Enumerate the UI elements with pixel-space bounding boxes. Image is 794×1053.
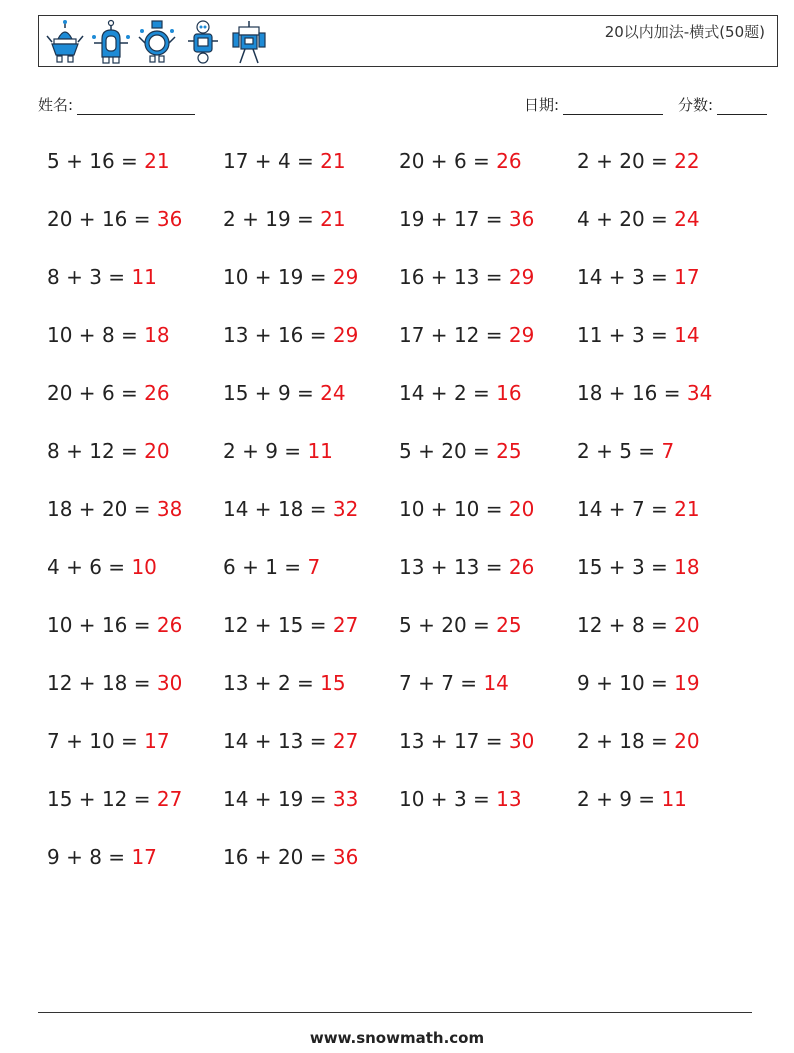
addend-b: 5 [619,439,632,463]
problem-item: 15 + 12 = 27 [47,787,183,811]
answer: 29 [332,323,359,347]
problem-item: 6 + 1 = 7 [223,555,321,579]
addend-b: 16 [101,613,128,637]
addend-a: 17 [223,149,249,173]
addend-b: 18 [277,497,304,521]
addend-b: 9 [277,381,291,405]
answer: 36 [332,845,359,869]
addend-a: 10 [223,265,249,289]
answer: 20 [674,613,700,637]
addend-b: 6 [89,555,102,579]
answer: 19 [674,671,700,695]
addend-a: 15 [577,555,603,579]
header-box [38,15,778,67]
addend-b: 12 [453,323,480,347]
addend-a: 2 [223,207,236,231]
answer: 17 [131,845,157,869]
worksheet-title: 20以内加法-横式(50题) [604,23,765,41]
problem-item: 2 + 19 = 21 [223,207,346,231]
answer: 17 [144,729,170,753]
addend-a: 8 [47,439,60,463]
problem-item: 9 + 8 = 17 [47,845,157,869]
problem-item: 15 + 9 = 24 [223,381,346,405]
addend-a: 2 [577,439,590,463]
robot-icon-5 [229,19,269,65]
problem-item: 16 + 20 = 36 [223,845,359,869]
addend-a: 5 [399,439,412,463]
addend-b: 16 [89,149,115,173]
addend-b: 8 [631,613,645,637]
answer: 27 [332,613,359,637]
problem-item: 5 + 16 = 21 [47,149,170,173]
addend-b: 9 [619,787,632,811]
addend-a: 6 [223,555,236,579]
answer: 20 [144,439,170,463]
addend-a: 13 [223,323,249,347]
addend-b: 10 [453,497,480,521]
problem-item: 2 + 20 = 22 [577,149,700,173]
problem-item: 19 + 17 = 36 [399,207,535,231]
addend-a: 11 [577,323,603,347]
answer: 26 [156,613,183,637]
answer: 30 [508,729,535,753]
problem-item: 10 + 16 = 26 [47,613,183,637]
addend-a: 7 [399,671,412,695]
addend-b: 6 [453,149,467,173]
addend-a: 12 [223,613,249,637]
answer: 32 [332,497,359,521]
addend-a: 10 [47,613,73,637]
addend-a: 18 [47,497,73,521]
problem-item: 7 + 10 = 17 [47,729,170,753]
addend-b: 3 [453,787,467,811]
addend-b: 12 [101,787,128,811]
robot-icon-2 [91,19,131,65]
addend-b: 19 [265,207,291,231]
addend-b: 20 [619,149,645,173]
addend-b: 7 [441,671,454,695]
problem-item: 14 + 13 = 27 [223,729,359,753]
answer: 33 [332,787,359,811]
addend-b: 18 [101,671,128,695]
addend-b: 17 [453,207,480,231]
addend-a: 10 [399,787,425,811]
addend-b: 20 [277,845,304,869]
addend-a: 13 [399,555,425,579]
problem-item: 2 + 5 = 7 [577,439,675,463]
problem-item: 2 + 9 = 11 [223,439,333,463]
addend-b: 1 [265,555,278,579]
answer: 13 [496,787,522,811]
answer: 11 [307,439,333,463]
answer: 26 [508,555,535,579]
answer: 36 [156,207,183,231]
answer: 34 [686,381,713,405]
date-label: 日期: [524,96,560,114]
answer: 20 [674,729,700,753]
problem-item: 8 + 12 = 20 [47,439,170,463]
problem-item: 17 + 12 = 29 [399,323,535,347]
problem-item: 4 + 20 = 24 [577,207,700,231]
answer: 24 [674,207,700,231]
addend-b: 12 [89,439,115,463]
answer: 11 [661,787,687,811]
addend-b: 13 [453,265,480,289]
problem-item: 13 + 2 = 15 [223,671,346,695]
problem-item: 12 + 8 = 20 [577,613,700,637]
addend-a: 16 [399,265,425,289]
addend-a: 18 [577,381,603,405]
addend-b: 8 [101,323,115,347]
addend-a: 2 [223,439,236,463]
addend-b: 20 [441,613,467,637]
addend-b: 19 [277,787,304,811]
problem-item: 14 + 18 = 32 [223,497,359,521]
answer: 7 [307,555,321,579]
addend-a: 13 [223,671,249,695]
problem-item: 13 + 17 = 30 [399,729,535,753]
addend-a: 2 [577,729,590,753]
addend-b: 6 [101,381,115,405]
addend-a: 16 [223,845,249,869]
score-field[interactable] [678,94,767,115]
addend-a: 7 [47,729,60,753]
problem-item: 16 + 13 = 29 [399,265,535,289]
addend-a: 5 [47,149,60,173]
problem-item: 15 + 3 = 18 [577,555,700,579]
problem-item: 20 + 16 = 36 [47,207,183,231]
answer: 17 [674,265,700,289]
addend-b: 8 [89,845,102,869]
addend-b: 17 [453,729,480,753]
addend-b: 4 [277,149,291,173]
answer: 14 [674,323,700,347]
problem-item: 7 + 7 = 14 [399,671,509,695]
addend-a: 13 [399,729,425,753]
problem-item: 2 + 18 = 20 [577,729,700,753]
addend-a: 10 [399,497,425,521]
addend-b: 15 [277,613,304,637]
addend-a: 10 [47,323,73,347]
answer: 18 [674,555,700,579]
problem-grid [47,145,767,899]
addend-a: 4 [577,207,590,231]
problem-item: 2 + 9 = 11 [577,787,687,811]
addend-b: 2 [277,671,291,695]
problem-item: 14 + 2 = 16 [399,381,522,405]
problem-item: 18 + 16 = 34 [577,381,713,405]
addend-b: 3 [631,555,645,579]
addend-a: 9 [577,671,590,695]
addend-a: 19 [399,207,425,231]
problem-item: 13 + 16 = 29 [223,323,359,347]
addend-a: 2 [577,787,590,811]
addend-b: 13 [453,555,480,579]
footer-url[interactable]: www.snowmath.com [309,1029,485,1047]
answer: 27 [332,729,359,753]
problem-item: 10 + 10 = 20 [399,497,535,521]
answer: 25 [496,613,522,637]
robot-icons [45,19,269,65]
addend-b: 16 [277,323,304,347]
problem-item: 14 + 7 = 21 [577,497,700,521]
addend-b: 18 [619,729,645,753]
answer: 22 [674,149,700,173]
addend-a: 4 [47,555,60,579]
problem-item: 14 + 3 = 17 [577,265,700,289]
addend-a: 15 [223,381,249,405]
addend-b: 10 [619,671,645,695]
addend-b: 16 [631,381,658,405]
addend-b: 3 [631,323,645,347]
addend-b: 20 [619,207,645,231]
problem-item: 10 + 8 = 18 [47,323,170,347]
answer: 36 [508,207,535,231]
footer-divider [38,1012,752,1013]
addend-b: 20 [441,439,467,463]
addend-b: 16 [101,207,128,231]
addend-a: 8 [47,265,60,289]
problem-item: 8 + 3 = 11 [47,265,157,289]
addend-a: 12 [577,613,603,637]
addend-b: 2 [453,381,467,405]
addend-b: 20 [101,497,128,521]
problem-item: 18 + 20 = 38 [47,497,183,521]
answer: 26 [144,381,170,405]
problem-item: 11 + 3 = 14 [577,323,700,347]
answer: 38 [156,497,183,521]
answer: 27 [156,787,183,811]
addend-b: 3 [89,265,102,289]
addend-a: 14 [223,729,249,753]
date-line[interactable] [563,100,663,115]
problem-item: 20 + 6 = 26 [47,381,170,405]
problem-item: 4 + 6 = 10 [47,555,157,579]
addend-b: 10 [89,729,115,753]
date-field[interactable] [524,94,663,115]
addend-b: 3 [631,265,645,289]
robot-icon-3 [137,19,177,65]
name-label: 姓名: [38,96,74,114]
answer: 21 [320,149,346,173]
addend-b: 7 [631,497,645,521]
answer: 7 [661,439,675,463]
answer: 18 [144,323,170,347]
answer: 16 [496,381,522,405]
problem-item: 5 + 20 = 25 [399,439,522,463]
score-label: 分数: [678,96,714,114]
addend-a: 14 [577,265,603,289]
addend-a: 20 [399,149,425,173]
robot-icon-1 [45,19,85,65]
problem-item: 13 + 13 = 26 [399,555,535,579]
answer: 30 [156,671,183,695]
addend-a: 12 [47,671,73,695]
robot-icon-4 [183,19,223,65]
answer: 14 [483,671,509,695]
answer: 24 [320,381,346,405]
problem-item: 5 + 20 = 25 [399,613,522,637]
answer: 26 [496,149,522,173]
answer: 21 [144,149,170,173]
addend-a: 14 [223,787,249,811]
problem-item: 14 + 19 = 33 [223,787,359,811]
addend-a: 20 [47,207,73,231]
answer: 29 [332,265,359,289]
answer: 20 [508,497,535,521]
name-line[interactable] [77,100,195,115]
problem-item: 10 + 3 = 13 [399,787,522,811]
addend-a: 5 [399,613,412,637]
addend-a: 9 [47,845,60,869]
addend-a: 14 [577,497,603,521]
addend-a: 17 [399,323,425,347]
addend-b: 9 [265,439,278,463]
answer: 11 [131,265,157,289]
addend-a: 14 [399,381,425,405]
problem-item: 12 + 15 = 27 [223,613,359,637]
problem-item: 9 + 10 = 19 [577,671,700,695]
score-line[interactable] [717,100,767,115]
answer: 10 [131,555,157,579]
problem-item: 12 + 18 = 30 [47,671,183,695]
answer: 29 [508,323,535,347]
addend-b: 19 [277,265,304,289]
problem-item: 20 + 6 = 26 [399,149,522,173]
problem-item: 10 + 19 = 29 [223,265,359,289]
addend-b: 13 [277,729,304,753]
name-field[interactable] [38,94,195,115]
addend-a: 2 [577,149,590,173]
addend-a: 14 [223,497,249,521]
answer: 21 [674,497,700,521]
addend-a: 20 [47,381,73,405]
answer: 25 [496,439,522,463]
addend-a: 15 [47,787,73,811]
answer: 21 [320,207,346,231]
answer: 15 [320,671,346,695]
answer: 29 [508,265,535,289]
problem-item: 17 + 4 = 21 [223,149,346,173]
